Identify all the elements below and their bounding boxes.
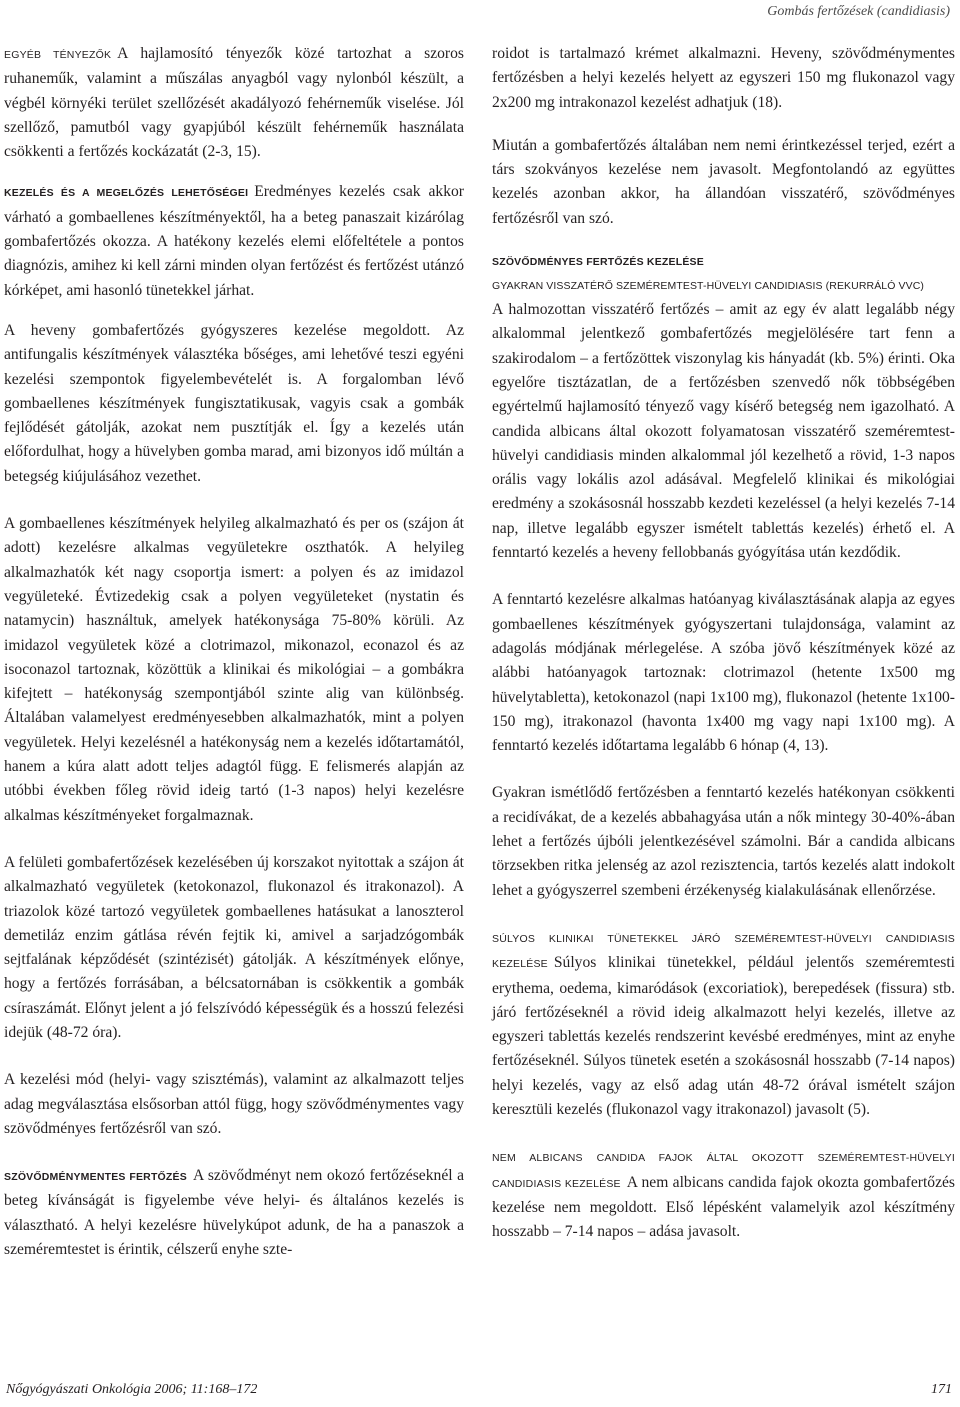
section-label-non-albicans: NEM ALBICANS CANDIDA FAJOK ÁLTAL OKOZOTT SZEMÉREMTEST-HÜVELYI CANDIDIASIS KEZELÉSE	[492, 1152, 955, 1190]
paragraph-continuation: roidot is tartalmazó krémet alkalmazni. Heveny, szövődménymentes fertőzésben a helyi kezelés helyett az egyszeri 150 mg flukonazol vagy 2x200 mg intrakonazol kezelést adhatjuk (18).	[492, 45, 955, 111]
paragraph-non-albicans	[492, 1145, 955, 1244]
paragraph-text: A szövődményt nem okozó fertőzéseknél a beteg kívánságát is figyelembe véve helyi- és általános kezelés is választható. A helyi kezelésre hüvelykúpot adunk, de ha a panaszok a szeméremtestet is érintik, célszerű enyhe szte-	[4, 1167, 464, 1259]
journal-citation: Nőgyógyászati Onkológia 2006; 11:168–172	[6, 1382, 258, 1397]
paragraph-local-oral-agents: A gombaellenes készítmények helyileg alkalmazható és per os (szájon át adott) kezelésre alkalmas vegyületekre oszthatók. A helyileg alkalmazhatók két nagy csoportja ismert: a polyen és az imidazol vegyületeké. Évtizedekig csak a polyen vegyületeket (nystatin és natamycin) használtuk, amelyek hatékonysága 75-80% körüli. Az imidazol vegyületek közé a clotrimazol, mikonazol, econazol és az isoconazol tartoznak, közöttük a klinikai és mikológiai – a gombákra kifejtett – hatékonyság szempontjából szinte alig van különbség. Általában valamelyest eredményesebben alkalmazhatók, mint a polyen vegyületek. Helyi kezelésnél a hatékonyság nem a kezelés időtartamától, hanem a kúra alatt adott teljes adagtól függ. E felismerés alapján az utóbbi években főleg rövid ideig tartó (1-3 napos) helyi kezelésre alkalmas készítményeket forgalmaznak.	[4, 515, 464, 824]
section-heading-complicated: SZÖVŐDMÉNYES FERTŐZÉS KEZELÉSE	[492, 256, 704, 269]
paragraph-severe-candidiasis	[492, 926, 955, 1122]
subsection-heading-recurrent-vvc: GYAKRAN VISSZATÉRŐ SZEMÉREMTEST-HÜVELYI CANDIDIASIS (REKURRÁLÓ VVC)	[492, 280, 925, 293]
section-label-uncomplicated: SZÖVŐDMÉNYMENTES FERTŐZÉS	[4, 1171, 187, 1184]
paragraph-treatment-mode: A kezelési mód (helyi- vagy szisztémás), valamint az alkalmazott teljes adag megválasztása elsősorban attól függ, hogy szövődménymentes vagy szövődményes fertőzésről van szó.	[4, 1071, 464, 1137]
paragraph-text: Súlyos klinikai tünetekkel, például jelentős szeméremtesti erythema, oedema, kimaródások (excoriatiok), berepedések (fissura) stb. járó fertőzéseknél a rövid ideig alkalmazott helyi kezelés, illetve az egyszeri tablettás kezelés rendszerint kevésbé eredményes, mint az enyhe fertőzéseknél. Súlyos tünetek esetén a szokásosnál hosszabb (7-14 napos) helyi kezelés, vagy az első adag után 48-72 órával ismételt szájon keresztüli kezelés (flukonazol vagy itrakonazol) javasolt (5).	[492, 954, 955, 1118]
paragraph-oral-compounds: A felületi gombafertőzések kezelésében új korszakot nyitottak a szájon át alkalmazható vegyületek (ketokonazol, flukonazol és itrakonazol). A triazolok közé tartozó vegyületek gombaellenes hatásukat a lanoszterol demetiláz enzim gátlása révén fejtik ki, amivel a sarjadzógombák sejtfalának képződését (szintézisét) gátolják. A készítmények előnye, hogy a fertőzés forrásában, a bélcsatornában is csökkentik a gombák csíraszámát. Előnyt jelent a jó felszívódó képességük és a hosszú felezési idejük (48-72 óra).	[4, 853, 464, 1041]
paragraph-text: A hajlamosító tényezők közé tartozhat a szoros ruhaneműk, valamint a műszálas anyagból vagy nylonból készült, a végbél környéki terület szellőzését akadályozó fehérneműk viselése. Jól szellőző, pamutból vagy gyapjúból készült fehérneműk használata csökkenti a fertőzés kockázatát (2-3, 15).	[4, 45, 464, 161]
paragraph-text: Eredményes kezelés csak akkor várható a gombaellenes készítményektől, ha a beteg panaszait kizárólag gombafertőzés okozza. A hatékony kezelés elemi előfeltétele a pontos diagnózis, amihez ki kell zárni minden olyan fertőzést és fertőzést utánzó kórképet, ami hasonló tünetekkel járhat.	[4, 183, 464, 299]
running-title: Gombás fertőzések (candidiasis)	[767, 4, 950, 19]
paragraph-acute-treatment: A heveny gombafertőzés gyógyszeres kezelése megoldott. Az antifungalis készítmények választéka bőséges, ami lehetővé teszi egyéni kezelési szempontok figyelembevételét is. A forgalomban lévő gombaellenes készítmények fungisztatikusak, vagyis csak a gombák fejlődését gátolják, azokat nem pusztítják el. Így a kezelés után előfordulhat, hogy a hüvelyben gomba marad, ami bizonyos idő múltán a betegség kiújulásához vezethet.	[4, 321, 464, 485]
paragraph-maintenance-therapy: A fenntartó kezelésre alkalmas hatóanyag kiválasztásának alapja az egyes gombaellenes készítmények gyógyszertani tulajdonsága, valamint az adagolás módjának mérlegelése. A szóba jövő készítmények közé az alábbi hatóanyagok tartoznak: clotrimazol (hetente 1x500 mg hüvelytabletta), ketokonazol (napi 1x100 mg), flukonazol (hetente 1x100-150 mg), itrakonazol (havonta 1x400 mg vagy napi 1x100 mg). A fenntartó kezelés időtartama legalább 6 hónap (4, 13).	[492, 591, 955, 755]
right-column	[492, 42, 955, 1244]
paragraph-frequent-recurrence: Gyakran ismétlődő fertőzésben a fenntartó kezelés hatékonyan csökkenti a recidívákat, de a kezelés abbahagyása után a nők mintegy 30-40%-ában lehet a fertőzés újbóli jelentkezésével számolni. Bár a candida albicans törzsekben ritka jelenség az azol rezisztencia, tartós kezelés alatt indokolt lehet a gyógyszerrel szembeni érzékenység kialakulásának ellenőrzése.	[492, 784, 955, 899]
left-column	[4, 42, 464, 1262]
page-number: 171	[931, 1382, 952, 1397]
section-label-severe: SÚLYOS KLINIKAI TÜNETEKKEL JÁRÓ SZEMÉREMTEST-HÜVELYI CANDIDIASIS KEZELÉSE	[492, 932, 955, 971]
section-label-treatment-prevention: KEZELÉS ÉS A MEGELŐZÉS LEHETŐSÉGEI	[4, 187, 249, 200]
paragraph-partner-treatment: Miután a gombafertőzés általában nem nemi érintkezéssel terjed, ezért a társ szokványos kezelése nem javasolt. Megfontolandó az együttes kezelés azonban akkor, ha állandóan visszatérő, szövődményes fertőzésről van szó.	[492, 136, 955, 227]
paragraph-other-factors	[4, 42, 464, 164]
section-label-other-factors: EGYÉB TÉNYEZŐK	[4, 49, 112, 61]
paragraph-treatment-prevention	[4, 180, 464, 302]
paragraph-uncomplicated-infection	[4, 1164, 464, 1262]
paragraph-text: A nem albicans candida fajok okozta gombafertőzés kezelése nem megoldott. Első lépésként valamelyik azol készítmény hosszabb – 7-14 napos – adása javasolt.	[492, 1173, 955, 1241]
paragraph-recurrent-infection: A halmozottan visszatérő fertőzés – amit az egy év alatt legalább négy alkalommal jelentkező gombafertőzés megjelölésére tart fenn a szakirodalom – a fertőzöttek viszonylag kis hányadát (kb. 5%) érinti. Oka egyelőre tisztázatlan, de a fertőzésben szenvedő nők többségében egyértelmű hajlamosító tényező vagy kísérő betegség nem igazolható. A candida albicans által okozott folyamatosan visszatérő szeméremtest-hüvelyi candidiasis minden alkalommal jól kezelhető a rövid, 1-3 napos orális vagy lokális azol adásával. Megfelelő klinikai és mikológiai eredmény a szokásosnál hosszabb kezdeti kezeléssel (a helyi kezelés 7-14 nap, illetve legalább egyszer ismételt tablettás kezelés) érhető el. A fenntartó kezelés a heveny fellobbanás gyógyítása után kezdődik.	[492, 301, 955, 562]
